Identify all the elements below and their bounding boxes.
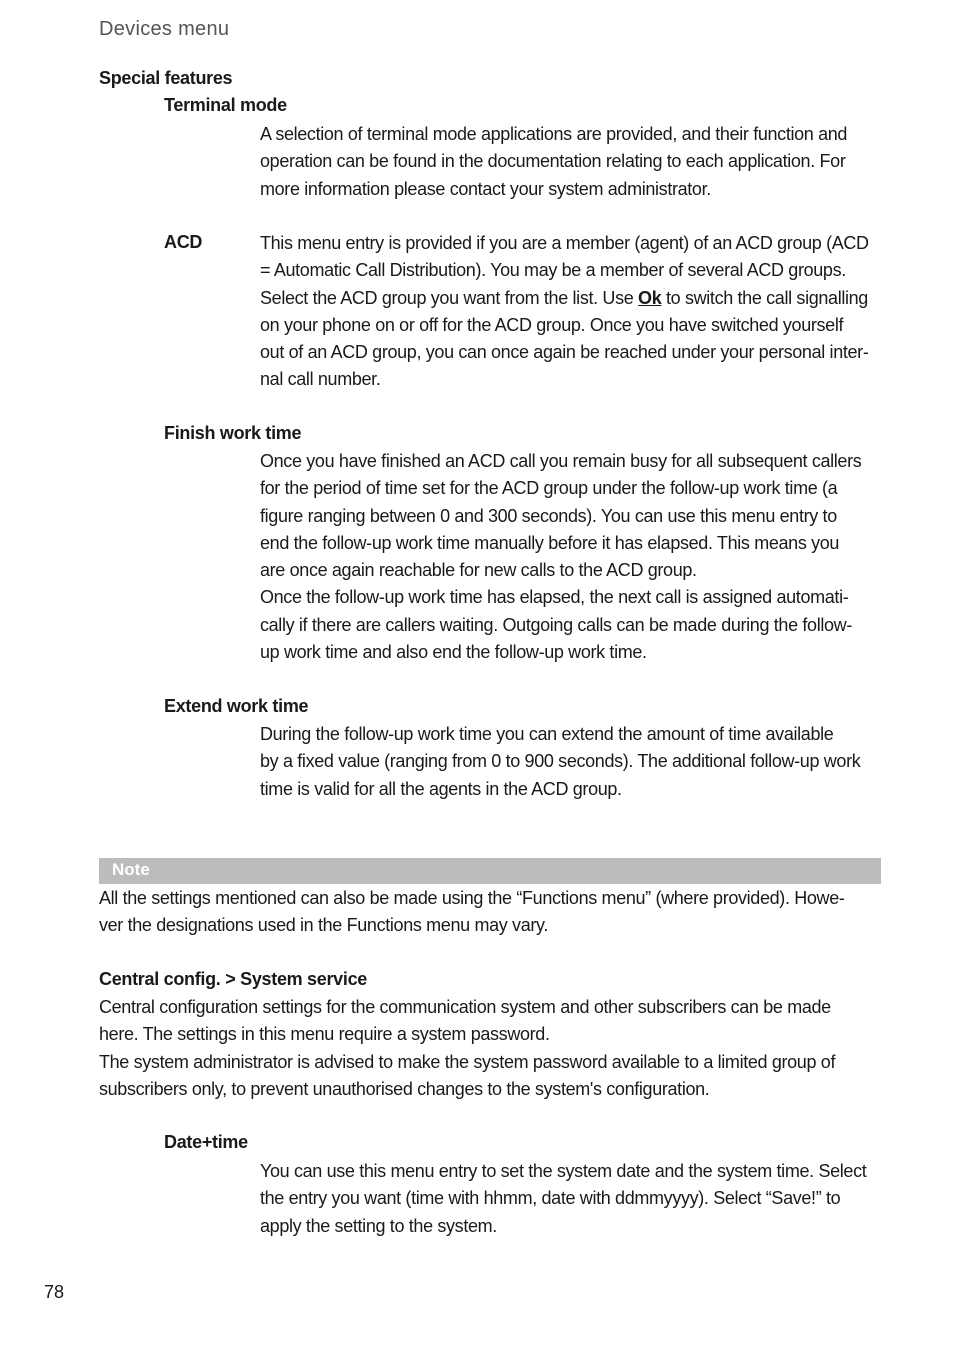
text-line: All the settings mentioned can also be made using the “Functions menu” (where provided). Howe-: [99, 888, 845, 908]
finish-work-time-description: [260, 448, 882, 666]
text-line: Once the follow-up work time has elapsed, the next call is assigned automati-: [260, 587, 849, 608]
central-config-description: [99, 994, 882, 1103]
text-line: subscribers only, to prevent unauthorised changes to the system's configuration.: [99, 1078, 710, 1099]
text-line: cally if there are callers waiting. Outgoing calls can be made during the follow-: [260, 614, 852, 635]
ok-key-label: Ok: [638, 287, 662, 308]
central-config-heading: Central config. > System service: [99, 969, 368, 989]
text-line: end the follow-up work time manually before it has elapsed. This means you: [260, 532, 840, 553]
acd-label: ACD: [164, 232, 203, 252]
terminal-mode-title: Terminal mode: [164, 95, 287, 115]
text-line: more information please contact your system administrator.: [260, 178, 711, 199]
text-line: The system administrator is advised to make the system password available to a limited group of: [99, 1051, 836, 1072]
text-line: the entry you want (time with hhmm, date with ddmmyyyy). Select “Save!” to: [260, 1188, 841, 1209]
text-line: You can use this menu entry to set the system date and the system time. Select: [260, 1161, 867, 1181]
text-line: here. The settings in this menu require a system password.: [99, 1024, 550, 1045]
text-line: Central configuration settings for the communication system and other subscribers can be made: [99, 997, 831, 1017]
extend-work-time-description: [260, 721, 882, 803]
text-line: [260, 285, 882, 312]
text-line: operation can be found in the documentation relating to each application. For: [260, 151, 846, 172]
text-line: nal call number.: [260, 369, 381, 390]
note-bar: [99, 858, 881, 884]
text-line: ver the designations used in the Functions menu may vary.: [99, 915, 548, 936]
text-line: on your phone on or off for the ACD group. Once you have switched yourself: [260, 314, 844, 335]
note-text: [99, 885, 882, 940]
acd-description: [260, 230, 882, 394]
date-time-title: Date+time: [164, 1132, 248, 1152]
text-line: Once you have finished an ACD call you remain busy for all subsequent callers: [260, 451, 862, 471]
text-segment: Select the ACD group you want from the list. Use: [260, 287, 639, 308]
special-features-heading: Special features: [99, 68, 233, 88]
text-line: apply the setting to the system.: [260, 1215, 497, 1236]
date-time-description: [260, 1158, 882, 1240]
text-line: During the follow-up work time you can extend the amount of time available: [260, 724, 834, 744]
text-line: = Automatic Call Distribution). You may be a member of several ACD groups.: [260, 260, 846, 281]
text-line: are once again reachable for new calls to the ACD group.: [260, 560, 697, 581]
page-number: 78: [44, 1282, 65, 1302]
text-line: by a fixed value (ranging from 0 to 900 seconds). The additional follow-up work: [260, 751, 861, 772]
terminal-mode-description: [260, 121, 882, 203]
text-line: A selection of terminal mode applications are provided, and their function and: [260, 124, 848, 144]
text-line: out of an ACD group, you can once again be reached under your personal inter-: [260, 342, 869, 363]
text-line: time is valid for all the agents in the ACD group.: [260, 778, 622, 799]
extend-work-time-title: Extend work time: [164, 696, 309, 716]
text-segment: to switch the call signalling: [661, 287, 868, 308]
text-line: for the period of time set for the ACD group under the follow-up work time (a: [260, 478, 838, 499]
text-line: This menu entry is provided if you are a member (agent) of an ACD group (ACD: [260, 233, 869, 253]
text-line: figure ranging between 0 and 300 seconds). You can use this menu entry to: [260, 505, 837, 526]
text-line: up work time and also end the follow-up work time.: [260, 642, 647, 663]
finish-work-time-title: Finish work time: [164, 423, 302, 443]
page-header-title: Devices menu: [99, 18, 230, 40]
note-label: Note: [112, 860, 150, 879]
